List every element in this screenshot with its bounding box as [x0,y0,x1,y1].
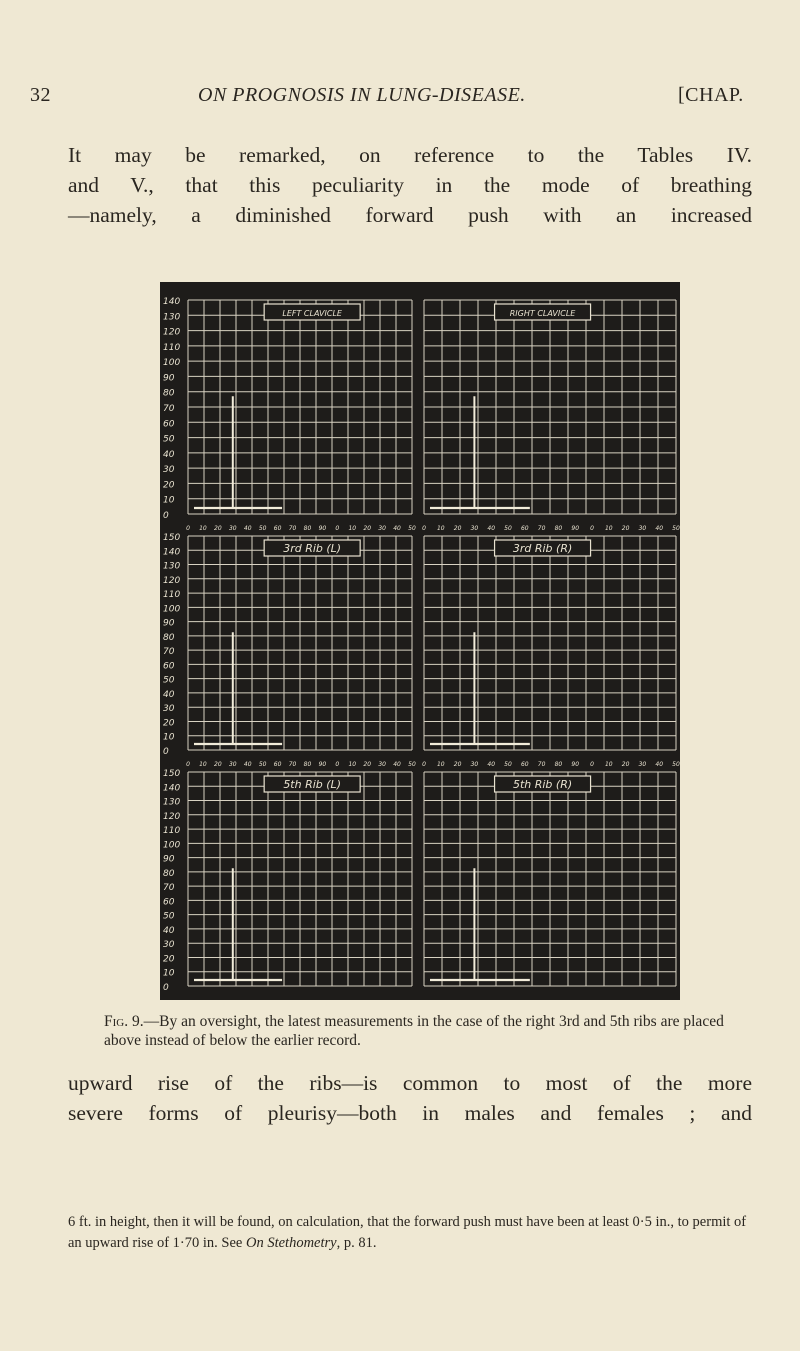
x-tick-label: 0 [186,525,190,532]
x-tick-label: 40 [393,761,401,768]
x-tick-label: 80 [554,525,563,532]
y-tick-label: 130 [163,797,181,808]
x-tick-label: 50 [504,761,512,768]
x-tick-label: 0 [335,761,340,768]
paragraph-line: It may be remarked, on reference to the Tables IV. [68,143,752,167]
x-tick-label: 60 [273,525,282,532]
y-tick-label: 10 [163,732,175,743]
y-tick-label: 0 [163,511,169,521]
x-tick-label: 40 [243,761,252,768]
y-tick-label: 70 [163,647,175,658]
chapter-marker: [CHAP. [678,84,744,106]
figure-caption [104,1012,724,1050]
y-tick-label: 130 [163,561,181,572]
y-tick-label: 70 [163,883,175,894]
y-tick-label: 10 [163,968,175,979]
x-tick-label: 40 [655,761,664,768]
panel-label: 5th Rib (R) [512,778,573,791]
y-tick-label: 150 [163,769,181,779]
x-tick-label: 0 [590,525,594,532]
y-tick-label: 40 [163,449,175,460]
x-tick-label: 90 [571,525,580,532]
x-tick-label: 80 [554,761,563,768]
x-tick-label: 80 [303,761,312,768]
y-tick-label: 50 [163,434,175,445]
y-tick-label: 80 [163,388,175,399]
y-tick-label: 140 [163,547,181,558]
x-tick-label: 40 [393,525,401,532]
y-tick-label: 100 [163,604,181,615]
x-tick-label: 10 [604,525,613,532]
y-tick-label: 80 [163,868,175,879]
y-tick-label: 0 [163,747,169,757]
y-tick-label: 100 [163,840,181,851]
panel-label: 5th Rib (L) [283,778,341,791]
footnote-text: 6 ft. in height, then it will be found, on calculation, that the forward push must have been at least 0·5 in., to permit of an upward rise of 1·70 in. See [68,1214,747,1251]
x-tick-label: 0 [186,761,190,768]
x-tick-label: 40 [655,525,664,532]
x-tick-label: 20 [363,525,372,532]
footnote-citation-page: , p. 81. [336,1235,377,1251]
y-tick-label: 90 [163,373,175,384]
y-tick-label: 10 [163,495,175,506]
x-tick-label: 10 [436,761,445,768]
x-tick-label: 30 [378,761,386,768]
x-tick-label: 70 [288,525,297,532]
y-tick-label: 140 [163,297,181,307]
footnote-citation-title: On Stethometry [245,1235,337,1251]
panel-label: 3rd Rib (R) [512,542,573,555]
x-tick-label: 50 [672,761,680,768]
x-tick-label: 0 [422,761,426,768]
x-tick-label: 10 [348,525,357,532]
x-tick-label: 10 [604,761,613,768]
page-header [30,84,770,112]
running-title: ON PROGNOSIS IN LUNG-DISEASE. [198,84,526,106]
x-tick-label: 20 [363,761,372,768]
y-tick-label: 120 [163,575,181,586]
x-tick-label: 20 [214,525,222,532]
y-tick-label: 150 [163,533,181,543]
x-tick-label: 30 [228,525,237,532]
y-tick-label: 90 [163,618,175,629]
stethometry-figure [160,282,680,1000]
x-tick-label: 50 [258,761,267,768]
y-tick-label: 30 [163,465,175,476]
x-tick-label: 50 [258,525,267,532]
y-tick-label: 50 [163,911,175,922]
y-tick-label: 60 [163,419,175,430]
caption-text: —By an oversight, the latest measurements in the case of the right 3rd and 5th ribs are placed above instead of below the earlier record. [104,1013,724,1049]
page-number: 32 [30,84,51,106]
x-tick-label: 70 [537,761,546,768]
x-tick-label: 30 [638,525,647,532]
y-tick-label: 130 [163,312,181,323]
paragraph-2 [68,1068,752,1128]
x-tick-label: 20 [453,761,462,768]
y-tick-label: 60 [163,897,175,908]
y-tick-label: 100 [163,358,181,369]
x-tick-label: 20 [453,525,462,532]
y-tick-label: 50 [163,675,175,686]
y-tick-label: 30 [163,704,175,715]
x-tick-label: 10 [348,761,357,768]
y-tick-label: 60 [163,661,175,672]
paragraph-line: —namely, a diminished forward push with an increased [68,203,752,227]
y-tick-label: 20 [163,954,175,965]
paragraph-line: and V., that this peculiarity in the mode of breathing [68,173,752,197]
x-tick-label: 30 [470,761,479,768]
x-tick-label: 90 [318,525,327,532]
x-tick-label: 20 [621,761,630,768]
y-tick-label: 20 [163,718,175,729]
paragraph-line: upward rise of the ribs—is common to most of the more [68,1071,752,1095]
y-tick-label: 70 [163,404,175,414]
x-tick-label: 50 [672,525,680,532]
x-tick-label: 40 [487,761,496,768]
y-tick-label: 120 [163,327,181,338]
caption-label: Fig. 9. [104,1013,144,1030]
footnote [68,1212,752,1254]
x-tick-label: 50 [504,525,512,532]
x-tick-label: 40 [487,525,496,532]
x-tick-label: 30 [470,525,479,532]
x-tick-label: 60 [520,761,529,768]
x-tick-label: 0 [422,525,426,532]
paragraph-line: severe forms of pleurisy—both in males and females ; and [68,1101,752,1125]
x-tick-label: 10 [436,525,445,532]
x-tick-label: 50 [408,525,416,532]
x-tick-label: 90 [571,761,580,768]
y-tick-label: 90 [163,854,175,865]
x-tick-label: 40 [243,525,252,532]
y-tick-label: 120 [163,811,181,822]
x-tick-label: 20 [621,525,630,532]
x-tick-label: 30 [378,525,386,532]
figure-plates [160,282,680,1000]
y-tick-label: 110 [163,826,181,837]
x-tick-label: 20 [214,761,222,768]
x-tick-label: 10 [199,761,207,768]
panel-label: RIGHT CLAVICLE [509,309,576,318]
x-tick-label: 80 [303,525,312,532]
y-tick-label: 140 [163,783,181,794]
x-tick-label: 0 [590,761,594,768]
x-tick-label: 30 [638,761,647,768]
y-tick-label: 0 [163,983,169,993]
y-tick-label: 20 [163,480,175,491]
x-tick-label: 60 [520,525,529,532]
x-tick-label: 0 [335,525,340,532]
y-tick-label: 110 [163,342,181,353]
y-tick-label: 30 [163,940,175,951]
y-tick-label: 80 [163,632,175,643]
x-tick-label: 50 [408,761,416,768]
panel-label: LEFT CLAVICLE [282,309,342,318]
x-tick-label: 90 [318,761,327,768]
x-tick-label: 30 [228,761,237,768]
y-tick-label: 40 [163,689,175,700]
y-tick-label: 40 [163,925,175,936]
x-tick-label: 10 [199,525,207,532]
x-tick-label: 70 [288,761,297,768]
x-tick-label: 70 [537,525,546,532]
y-tick-label: 110 [163,590,181,601]
paragraph-1 [68,140,752,230]
panel-label: 3rd Rib (L) [283,542,342,555]
x-tick-label: 60 [273,761,282,768]
